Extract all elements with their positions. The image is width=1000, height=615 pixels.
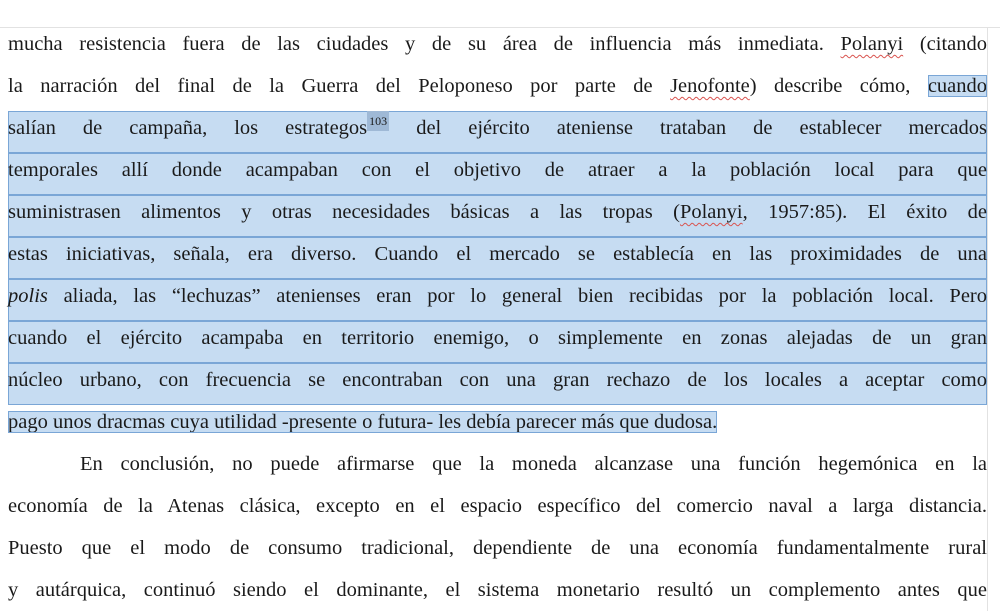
p2-line-2[interactable] <box>8 489 987 531</box>
text-run: aliada, las “lechuzas” atenienses eran por lo general bien recibidas por la población local. Pero <box>48 285 987 307</box>
p1-line-3[interactable] <box>8 111 987 153</box>
p1-line-7[interactable] <box>8 279 987 321</box>
text-run: temporales allí donde acampaban con el objetivo de atraer a la población local para que <box>8 159 987 181</box>
text-run: la narración del final de la Guerra del Peloponeso por parte de <box>8 75 670 97</box>
text-run: y autárquica, continuó siendo el dominante, el sistema monetario resultó un complemento antes que <box>8 579 987 601</box>
text-run: suministrasen alimentos y otras necesidades básicas a las tropas ( <box>8 201 680 223</box>
text-run: En conclusión, no puede afirmarse que la moneda alcanzase una función hegemónica en la <box>80 453 987 475</box>
text-run: salían de campaña, los estrategos <box>8 117 367 139</box>
p2-line-3[interactable] <box>8 531 987 573</box>
p1-line-4[interactable] <box>8 153 987 195</box>
document-body[interactable] <box>8 27 987 615</box>
p1-line-1[interactable] <box>8 27 987 69</box>
p2-line-1[interactable] <box>8 447 987 489</box>
text-run: economía de la Atenas clásica, excepto en el espacio específico del comercio naval a larga distancia. <box>8 495 987 517</box>
spellcheck-word[interactable]: Polanyi <box>841 33 904 55</box>
footnote-reference[interactable]: 103 <box>367 111 389 131</box>
selection-start[interactable]: cuando <box>928 75 987 97</box>
spellcheck-word[interactable]: Jenofonte <box>670 75 750 97</box>
text-run: estas iniciativas, señala, era diverso. Cuando el mercado se establecía en las proximidades de una <box>8 243 987 265</box>
p1-line-6[interactable] <box>8 237 987 279</box>
text-run: cuando el ejército acampaba en territorio enemigo, o simplemente en zonas alejadas de un gran <box>8 327 987 349</box>
p1-line-8[interactable] <box>8 321 987 363</box>
page-right-edge <box>987 27 988 611</box>
text-run: Puesto que el modo de consumo tradicional, dependiente de una economía fundamentalmente rural <box>8 537 987 559</box>
p1-line-9[interactable] <box>8 363 987 405</box>
text-run: (citando <box>903 33 987 55</box>
p1-line-10[interactable] <box>8 405 987 447</box>
text-run: núcleo urbano, con frecuencia se encontraban con una gran rechazo de los locales a aceptar como <box>8 369 987 391</box>
p1-line-5[interactable] <box>8 195 987 237</box>
text-run: ) describe cómo, <box>750 75 928 97</box>
p2-line-4[interactable] <box>8 573 987 615</box>
spellcheck-word[interactable]: Polanyi <box>680 201 743 223</box>
p1-line-2[interactable] <box>8 69 987 111</box>
italic-word: polis <box>8 285 48 307</box>
text-run: , 1957:85). El éxito de <box>743 201 987 223</box>
selection-end[interactable]: pago unos dracmas cuya utilidad -presente o futura- les debía parecer más que dudosa. <box>8 411 717 433</box>
text-run: mucha resistencia fuera de las ciudades y de su área de influencia más inmediata. <box>8 33 841 55</box>
text-run: del ejército ateniense trataban de establecer mercados <box>389 117 987 139</box>
